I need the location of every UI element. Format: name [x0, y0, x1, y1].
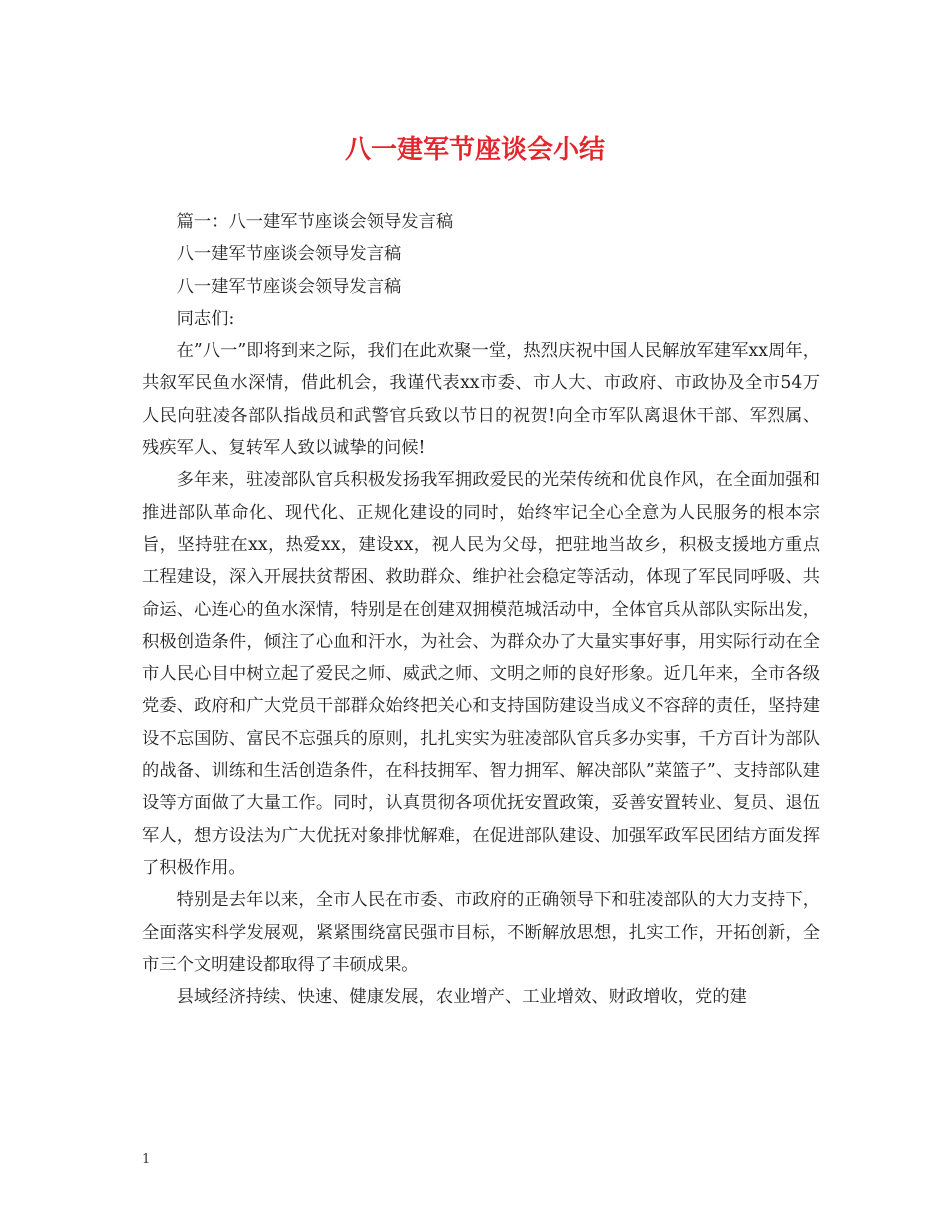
- paragraph-subtitle-2: 八一建军节座谈会领导发言稿: [176, 276, 402, 297]
- paragraph-subtitle-1: 八一建军节座谈会领导发言稿: [176, 244, 402, 265]
- paragraph-body-2: 多年来，驻凌部队官兵积极发扬我军拥政爱民的光荣传统和优良作风，在全面加强和推进部队革命化、现代化、正规化建设的同时，始终牢记全心全意为人民服务的根本宗旨，坚持驻在xx，热爱xx，建设xx，视人民为父母，把驻地当故乡，积极支援地方重点工程建设，深入开展扶贫帮困、救助群众、维护社会稳定等活动，体现了军民同呼吸、共命运、心连心的鱼水深情，特别是在创建双拥模范城活动中，全体官兵从部队实际出发，积极创造条件，倾注了心血和汗水，为社会、为群众办了大量实事好事，用实际行动在全市人民心目中树立起了爱民之师、威武之师、文明之师的良好形象。近几年来，全市各级党委、政府和广大党员干部群众始终把关心和支持国防建设当成义不容辞的责任，坚持建设不忘国防、富民不忘强兵的原则，扎扎实实为驻凌部队官兵多办实事，千方百计为部队的战备、训练和生活创造条件，在科技拥军、智力拥军、解决部队”菜篮子”、支持部队建设等方面做了大量工作。同时，认真贯彻各项优抚安置政策，妥善安置转业、复员、退伍军人，想方设法为广大优抚对象排忧解难，在促进部队建设、加强军政军民团结方面发挥了积极作用。: [142, 470, 820, 878]
- paragraph-section-heading: 篇一：八一建军节座谈会领导发言稿: [176, 212, 454, 232]
- paragraph-body-4: 县域经济持续、快速、健康发展，农业增产、工业增效、财政增收，党的建: [176, 987, 747, 1008]
- document-body: [142, 206, 820, 1013]
- document-title: 八一建军节座谈会小结: [344, 135, 605, 165]
- page-number: 1: [142, 1152, 151, 1167]
- paragraph-body-3: 特别是去年以来，全市人民在市委、市政府的正确领导下和驻凌部队的大力支持下，全面落实科学发展观，紧紧围绕富民强市目标，不断解放思想，扎实工作，开拓创新，全市三个文明建设都取得了丰硕成果。: [142, 890, 820, 975]
- paragraph-salutation: 同志们:: [176, 308, 235, 329]
- paragraph-body-1: 在”八一”即将到来之际，我们在此欢聚一堂，热烈庆祝中国人民解放军建军xx周年，共叙军民鱼水深情，借此机会，我谨代表xx市委、市人大、市政府、市政协及全市54万人民向驻凌各部队指战员和武警官兵致以节日的祝贺!向全市军队离退休干部、军烈属、残疾军人、复转军人致以诚挚的问候!: [142, 341, 820, 459]
